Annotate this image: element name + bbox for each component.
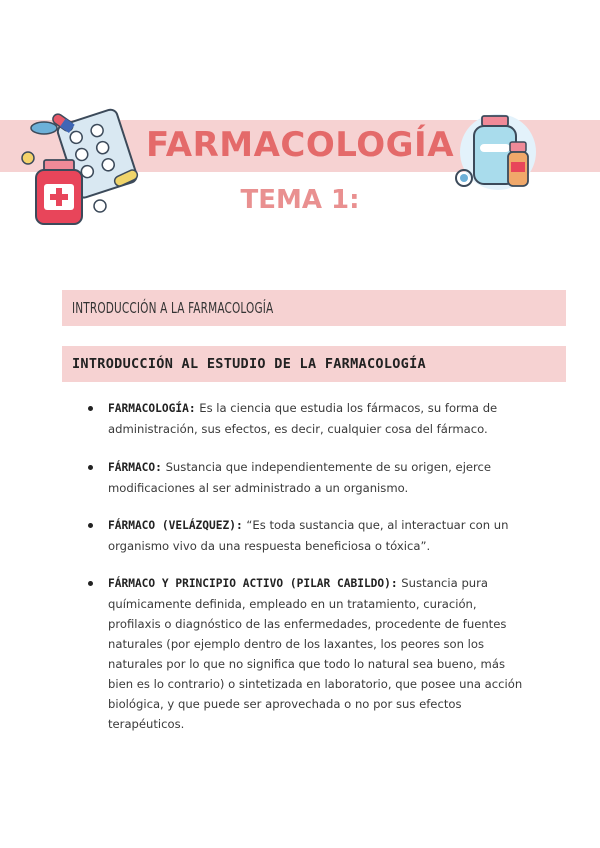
- term-label: FARMACOLOGÍA:: [108, 402, 196, 415]
- section-heading-intro-text: INTRODUCCIÓN A LA FARMACOLOGÍA: [72, 299, 274, 317]
- page-title: FARMACOLOGÍA: [145, 125, 455, 165]
- bullet-icon: [88, 581, 93, 586]
- list-item: [88, 515, 532, 556]
- term-label: FÁRMACO Y PRINCIPIO ACTIVO (PILAR CABILDO):: [108, 577, 398, 590]
- term-definition: Sustancia que independientemente de su origen, ejerce modificaciones al ser administrado a un organismo.: [108, 460, 492, 495]
- section-heading-study: [62, 346, 566, 382]
- term-label: FÁRMACO:: [108, 461, 162, 474]
- section-heading-study-text: INTRODUCCIÓN AL ESTUDIO DE LA FARMACOLOGÍA: [72, 356, 426, 372]
- term-definition: Sustancia pura químicamente definida, empleado en un tratamiento, curación, profilaxis o diagnóstico de las enfermedades, procedente de fuentes naturales (por ejemplo dentro de los laxantes, los peores son los naturales por lo que no significa que todo lo natural sea bueno, más bien es lo contrario) o sintetizada en laboratorio, que posee una acción biológica, y que puede ser aprovechada o no por sus efectos terapéuticos.: [108, 576, 523, 731]
- bullet-icon: [88, 406, 93, 411]
- list-item: [88, 573, 532, 734]
- bullet-icon: [88, 523, 93, 528]
- term-label: FÁRMACO (VELÁZQUEZ):: [108, 519, 243, 532]
- section-heading-intro: [62, 290, 566, 326]
- list-item: [88, 457, 532, 498]
- list-item: [88, 398, 532, 439]
- page-subtitle: TEMA 1:: [240, 185, 360, 215]
- bullet-icon: [88, 465, 93, 470]
- term-definition: “Es toda sustancia que, al interactuar con un organismo vivo da una respuesta beneficiosa o tóxica”.: [108, 518, 509, 553]
- term-definition: Es la ciencia que estudia los fármacos, su forma de administración, sus efectos, es decir, cualquier cosa del fármaco.: [108, 401, 498, 436]
